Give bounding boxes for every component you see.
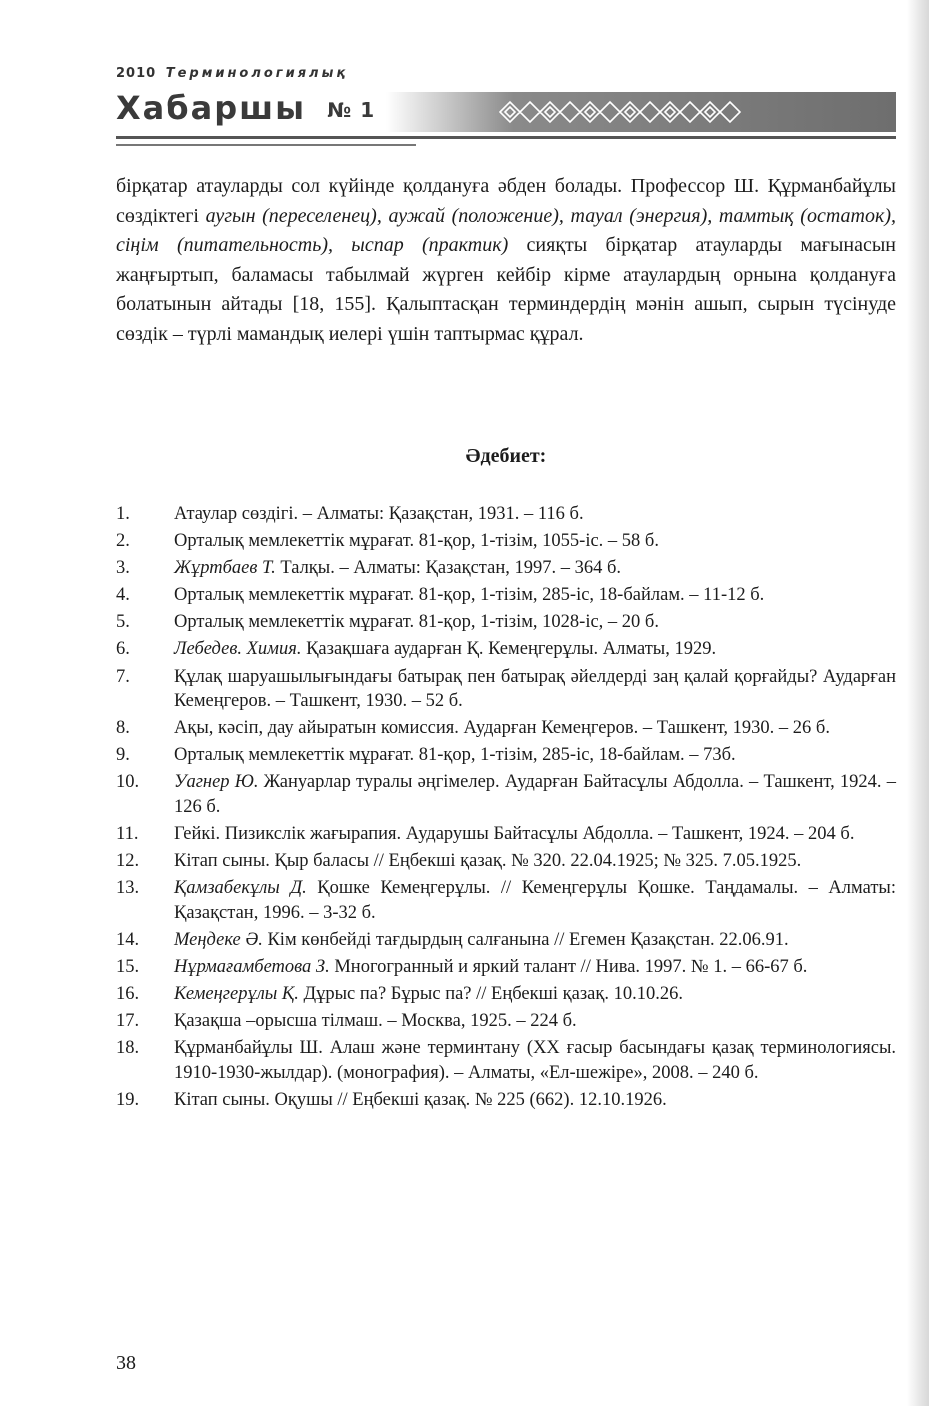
- reference-text: Кім көнбейді тағдырдың салғанына // Егемен Қазақстан. 22.06.91.: [262, 929, 789, 950]
- reference-number: 19.: [116, 1089, 140, 1110]
- reference-text: Қошке Кемеңгерұлы. // Кемеңгерұлы Қошке. Таңдамалы. – Алматы: Қазақстан, 1996. – 3-32 б.: [174, 878, 896, 923]
- reference-text: Құлақ шаруашылығындағы батырақ пен батырақ әйелдерді заң қалай қорғайды? Аударған Кемеңгеров. – Ташкент, 1930. – 52 б.: [174, 666, 896, 712]
- reference-author: Лебедев. Химия.: [174, 639, 302, 660]
- reference-text: Гейкі. Пизикслік жағырапия. Аударушы Байтасұлы Абдолла. – Ташкент, 1924. – 204 б.: [174, 823, 855, 844]
- reference-item: [116, 610, 896, 635]
- reference-text: Кітап сыны. Оқушы // Еңбекші қазақ. № 225 (662). 12.10.1926.: [174, 1089, 667, 1110]
- reference-number: 14.: [116, 929, 140, 950]
- reference-text: Орталық мемлекеттік мұрағат. 81-қор, 1-тізім, 285-іс, 18-байлам. – 73б.: [174, 745, 736, 766]
- reference-number: 18.: [116, 1038, 140, 1059]
- references-list: [116, 502, 896, 1115]
- references-heading: Әдебиет:: [465, 445, 547, 467]
- reference-text: Орталық мемлекеттік мұрағат. 81-қор, 1-тізім, 1028-іс, – 20 б.: [174, 612, 659, 633]
- reference-number: 16.: [116, 983, 140, 1004]
- reference-text: Орталық мемлекеттік мұрағат. 81-қор, 1-тізім, 1055-іс. – 58 б.: [174, 531, 659, 552]
- reference-text: Талқы. – Алматы: Қазақстан, 1997. – 364 б.: [275, 558, 622, 579]
- reference-item: [116, 982, 896, 1007]
- reference-number: 5.: [116, 612, 130, 633]
- reference-number: 4.: [116, 585, 130, 606]
- reference-author: Меңдеке Ә.: [174, 929, 263, 950]
- knot-ornament-icon: [496, 98, 756, 126]
- reference-author: Кемеңгерұлы Қ.: [174, 983, 299, 1004]
- reference-author: Қамзабекұлы Д.: [174, 878, 307, 899]
- reference-text: Қазақшаға аударған Қ. Кемеңгерұлы. Алматы, 1929.: [301, 639, 717, 660]
- reference-item: [116, 770, 896, 819]
- reference-author: Нұрмағамбетова З.: [174, 956, 330, 977]
- reference-item: [116, 502, 896, 527]
- reference-number: 12.: [116, 851, 140, 872]
- reference-number: 1.: [116, 504, 130, 524]
- reference-item: [116, 1036, 896, 1085]
- reference-number: 17.: [116, 1011, 140, 1031]
- header-rule: [116, 136, 896, 139]
- reference-item: [116, 822, 896, 847]
- reference-item: [116, 665, 896, 714]
- reference-text: Многогранный и яркий талант // Нива. 1997. № 1. – 66-67 б.: [329, 956, 808, 977]
- header-gray-band: [386, 92, 896, 132]
- reference-item: [116, 1009, 896, 1034]
- reference-number: 7.: [116, 666, 130, 687]
- reference-author: Уагнер Ю.: [174, 772, 259, 793]
- reference-item: [116, 583, 896, 608]
- header-journal-word: Терминологиялық: [165, 66, 349, 81]
- header-rule-short: [116, 144, 416, 146]
- reference-item: [116, 876, 896, 925]
- reference-text: Дұрыс па? Бұрыс па? // Еңбекші қазақ. 10.10.26.: [298, 983, 683, 1004]
- reference-text: Құрманбайұлы Ш. Алаш және терминтану (XX ғасыр басындағы қазақ терминологиясы. 1910-1930-жылдар). (монография). – Алматы, «Ел-шежіре», 2008. – 240 б.: [174, 1038, 896, 1083]
- reference-number: 10.: [116, 772, 140, 793]
- page-edge-shadow: [907, 0, 929, 1406]
- reference-item: [116, 743, 896, 768]
- reference-item: [116, 928, 896, 953]
- reference-text: Орталық мемлекеттік мұрағат. 81-қор, 1-тізім, 285-іс, 18-байлам. – 11-12 б.: [174, 585, 765, 606]
- reference-item: [116, 716, 896, 741]
- reference-item: [116, 556, 896, 581]
- reference-number: 11.: [116, 823, 139, 844]
- paragraph-text: бірқатар атауларды сол күйінде қолдануға әбден болады. Профессор Ш. Құрманбайұлы сөздіктегі: [116, 175, 896, 227]
- page-number: 38: [116, 1352, 136, 1374]
- reference-text: Атаулар сөздігі. – Алматы: Қазақстан, 1931. – 116 б.: [174, 504, 584, 524]
- paragraph-italic-terms: аугын (переселенец), аужай (положение), тауал (энергия), тамтық (остаток), сіңім (питательность), ыспар (практик): [116, 204, 896, 256]
- reference-item: [116, 955, 896, 980]
- reference-number: 9.: [116, 745, 130, 766]
- header-year-line: [116, 66, 348, 81]
- reference-number: 6.: [116, 639, 130, 660]
- reference-number: 2.: [116, 531, 130, 552]
- paragraph-text: сияқты бірқатар атауларды мағынасын жаңғыртып, баламасы табылмай жүрген кейбір кірме атаулардың орнына қолдануға болатынын айтады [18, 155]. Қалыптасқан терминдердің мәнін ашып, сырын түсінуде сөздік – түрлі мамандық иелері үшін таптырмас құрал.: [116, 234, 897, 345]
- body-paragraph: [116, 172, 896, 349]
- reference-text: Кітап сыны. Қыр баласы // Еңбекші қазақ. № 320. 22.04.1925; № 325. 7.05.1925.: [174, 851, 802, 872]
- reference-number: 13.: [116, 878, 140, 899]
- reference-number: 3.: [116, 558, 130, 579]
- reference-number: 8.: [116, 718, 130, 739]
- reference-item: [116, 637, 896, 662]
- paragraph: [116, 172, 896, 349]
- header-issue: № 1: [327, 98, 376, 122]
- header-year: 2010: [116, 66, 157, 81]
- reference-text: Жануарлар туралы әңгімелер. Аударған Байтасұлы Абдолла. – Ташкент, 1924. – 126 б.: [174, 772, 897, 817]
- reference-item: [116, 1088, 896, 1113]
- reference-author: Жұртбаев Т.: [174, 558, 276, 579]
- reference-text: Ақы, кәсіп, дау айыратын комиссия. Аударған Кемеңгеров. – Ташкент, 1930. – 26 б.: [174, 718, 830, 739]
- reference-item: [116, 529, 896, 554]
- reference-text: Қазақша –орысша тілмаш. – Москва, 1925. – 224 б.: [174, 1011, 577, 1031]
- reference-item: [116, 849, 896, 874]
- header-title: Хабаршы: [116, 89, 307, 127]
- header-title-line: [116, 88, 375, 130]
- reference-number: 15.: [116, 956, 140, 977]
- journal-header: [116, 66, 896, 162]
